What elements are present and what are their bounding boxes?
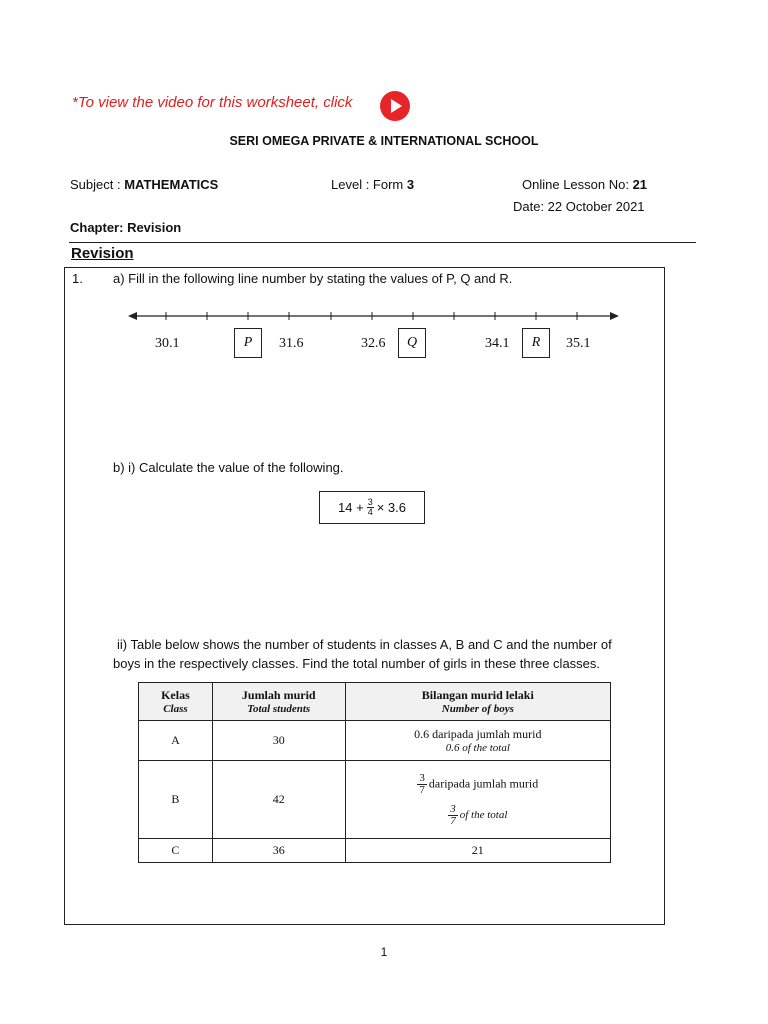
part-a-text: a) Fill in the following line number by stating the values of P, Q and R. <box>113 271 513 286</box>
part-b-ii-line2: boys in the respectively classes. Find the total number of girls in these three classes. <box>113 656 601 671</box>
lesson-label: Online Lesson No: <box>522 177 633 192</box>
video-notice: *To view the video for this worksheet, click <box>72 94 353 111</box>
section-title: Revision <box>71 245 134 262</box>
expression-tail: × 3.6 <box>376 500 406 515</box>
school-name: SERI OMEGA PRIVATE & INTERNATIONAL SCHOOL <box>229 134 539 148</box>
cell-total: 42 <box>212 761 345 839</box>
cell-boys <box>345 721 610 761</box>
header-class <box>139 683 213 721</box>
cell-boys-sub: 0.6 of the total <box>445 742 510 754</box>
boys-frac-den: 7 <box>419 783 425 796</box>
header-boys <box>345 683 610 721</box>
cell-total: 36 <box>212 839 345 863</box>
cell-boys-sub-line <box>346 804 610 827</box>
cell-boys <box>345 761 610 839</box>
boys-fraction-sub <box>448 804 458 827</box>
header-boys-sub: Number of boys <box>441 702 514 715</box>
lesson-line <box>522 177 647 192</box>
level-value: 3 <box>406 177 415 192</box>
cell-class: C <box>139 839 213 863</box>
boys-frac-den-sub: 7 <box>450 814 456 827</box>
nl-box-r: R <box>522 328 550 358</box>
table-row <box>139 761 611 839</box>
table-row <box>139 839 611 863</box>
table-row <box>139 721 611 761</box>
lesson-value: 21 <box>632 177 648 192</box>
cell-class: A <box>139 721 213 761</box>
expression-fraction <box>367 498 374 517</box>
header-class-main: Kelas <box>161 687 190 702</box>
play-button-icon[interactable] <box>380 91 410 121</box>
nl-box-q: Q <box>398 328 426 358</box>
part-b-i-text: b) i) Calculate the value of the following. <box>113 460 344 475</box>
nl-box-p: P <box>234 328 262 358</box>
nl-label-31-6: 31.6 <box>279 336 304 351</box>
nl-label-30-1: 30.1 <box>155 336 180 351</box>
header-total-main: Jumlah murid <box>241 687 316 702</box>
page-number: 1 <box>380 945 388 959</box>
chapter-label: Chapter: <box>70 220 128 235</box>
expression-box <box>319 491 425 524</box>
cell-boys: 21 <box>345 839 610 863</box>
date-line: Date: 22 October 2021 <box>513 199 645 214</box>
table-header-row <box>139 683 611 721</box>
subject-value: MATHEMATICS <box>124 177 219 192</box>
header-total <box>212 683 345 721</box>
expression-lead: 14 + <box>338 500 364 515</box>
students-table <box>138 682 611 863</box>
cell-boys-main: 0.6 daripada jumlah murid <box>414 727 542 741</box>
part-b-ii-line1: ii) Table below shows the number of students in classes A, B and C and the number of <box>117 637 612 652</box>
nl-label-34-1: 34.1 <box>485 336 510 351</box>
cell-boys-main-line <box>346 773 610 796</box>
boys-frac-num: 3 <box>419 771 425 784</box>
header-class-sub: Class <box>163 702 188 715</box>
fraction-denominator: 4 <box>367 507 373 517</box>
question-number: 1. <box>72 271 83 286</box>
fraction-numerator: 3 <box>367 497 373 507</box>
nl-label-35-1: 35.1 <box>566 336 591 351</box>
cell-boys-main: daripada jumlah murid <box>428 775 539 790</box>
chapter-value: Revision <box>127 220 182 235</box>
cell-boys-sub: of the total <box>459 808 508 821</box>
header-boys-main: Bilangan murid lelaki <box>421 687 534 702</box>
cell-total: 30 <box>212 721 345 761</box>
subject-label: Subject : <box>70 177 125 192</box>
number-line <box>128 305 620 327</box>
boys-fraction <box>417 773 427 796</box>
header-divider <box>69 242 696 243</box>
level-label: Level : Form <box>331 177 407 192</box>
header-total-sub: Total students <box>247 702 311 715</box>
chapter-line <box>70 220 181 235</box>
cell-class: B <box>139 761 213 839</box>
boys-frac-num-sub: 3 <box>450 802 456 815</box>
level-line <box>331 177 414 192</box>
nl-label-32-6: 32.6 <box>361 336 386 351</box>
subject-line <box>70 177 218 192</box>
